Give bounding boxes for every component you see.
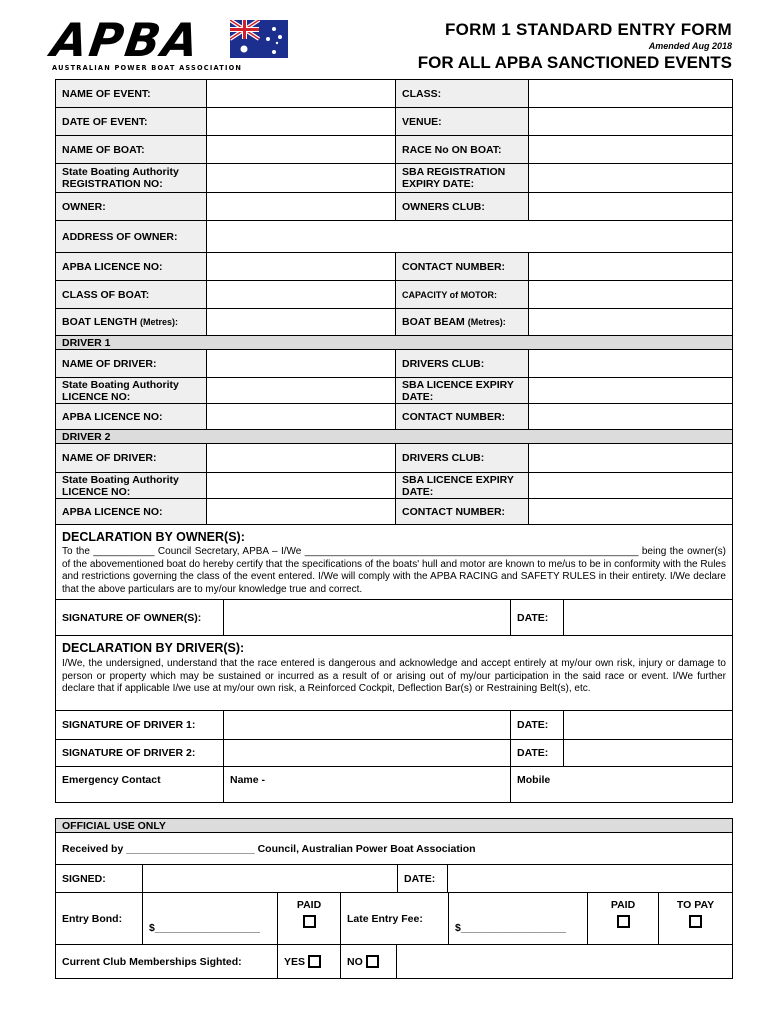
label-driver1-sba-expiry: SBA LICENCE EXPIRY DATE: (396, 378, 529, 403)
input-date-of-event[interactable] (207, 108, 396, 135)
form-row (56, 164, 732, 193)
boat-beam-label: BOAT BEAM (402, 316, 465, 328)
yes-label: YES (284, 955, 306, 968)
input-emergency-name[interactable] (224, 767, 511, 802)
input-sba-registration-no[interactable] (207, 164, 396, 192)
label-driver2-club: DRIVERS CLUB: (396, 444, 529, 472)
label-venue: VENUE: (396, 108, 529, 135)
form-row (56, 221, 732, 253)
to-pay-label: TO PAY (676, 899, 715, 911)
input-entry-bond[interactable] (143, 893, 278, 944)
label-driver1-club: DRIVERS CLUB: (396, 350, 529, 377)
form-row (56, 136, 732, 164)
logo-text: APBA (48, 13, 204, 67)
label-boat-length (56, 309, 207, 335)
input-boat-length[interactable] (207, 309, 396, 335)
boat-beam-unit: (Metres): (467, 317, 506, 327)
input-driver1-sba-licence[interactable] (207, 378, 396, 403)
amended-date: Amended Aug 2018 (648, 41, 732, 51)
input-signed[interactable] (143, 865, 398, 892)
late-paid-label: PAID (610, 899, 636, 911)
input-driver1-date[interactable] (564, 711, 732, 739)
input-driver2-date[interactable] (564, 740, 732, 766)
input-late-entry-fee[interactable] (449, 893, 588, 944)
input-sba-registration-expiry[interactable] (529, 164, 732, 192)
label-signature-driver2: SIGNATURE OF DRIVER 2: (56, 740, 224, 766)
form-row (56, 253, 732, 281)
late-fee-paid (588, 893, 659, 944)
driver-declaration-title: DECLARATION BY DRIVER(S): (62, 641, 245, 655)
no-label: NO (347, 955, 363, 968)
label-driver1-apba-licence: APBA LICENCE NO: (56, 404, 207, 429)
label-signature-of-owner: SIGNATURE OF OWNER(S): (56, 600, 224, 635)
input-name-of-event[interactable] (207, 80, 396, 107)
input-contact-number[interactable] (529, 253, 732, 280)
form-row (56, 193, 732, 221)
input-driver2-sba-expiry[interactable] (529, 473, 732, 498)
input-class-of-boat[interactable] (207, 281, 396, 308)
input-driver2-apba-licence[interactable] (207, 499, 396, 524)
paid-checkbox[interactable] (303, 915, 316, 928)
input-driver1-name[interactable] (207, 350, 396, 377)
form-row (56, 281, 732, 309)
label-driver2-sba-licence: State Boating Authority LICENCE NO: (56, 473, 207, 498)
label-name-of-event: NAME OF EVENT: (56, 80, 207, 107)
label-class: CLASS: (396, 80, 529, 107)
input-driver2-contact[interactable] (529, 499, 732, 524)
label-driver2-name: NAME OF DRIVER: (56, 444, 207, 472)
to-pay-checkbox[interactable] (689, 915, 702, 928)
form-row (56, 473, 732, 499)
input-name-of-boat[interactable] (207, 136, 396, 163)
label-sba-registration-expiry: SBA REGISTRATION EXPIRY DATE: (396, 164, 529, 192)
input-owner[interactable] (207, 193, 396, 220)
input-official-date[interactable] (448, 865, 732, 892)
input-emergency-mobile[interactable] (511, 767, 732, 802)
input-driver1-sba-expiry[interactable] (529, 378, 732, 403)
label-driver2-contact: CONTACT NUMBER: (396, 499, 529, 524)
label-driver1-date: DATE: (511, 711, 564, 739)
official-use-box (55, 818, 733, 979)
official-heading: OFFICIAL USE ONLY (56, 819, 732, 833)
late-fee-to-pay (659, 893, 732, 944)
memberships-yes (278, 945, 341, 978)
input-signature-driver1[interactable] (224, 711, 511, 739)
label-driver1-sba-licence: State Boating Authority LICENCE NO: (56, 378, 207, 403)
label-owners-club: OWNERS CLUB: (396, 193, 529, 220)
input-driver2-sba-licence[interactable] (207, 473, 396, 498)
input-race-no[interactable] (529, 136, 732, 163)
boat-length-unit: (Metres): (139, 317, 178, 327)
label-signature-driver1: SIGNATURE OF DRIVER 1: (56, 711, 224, 739)
input-driver2-club[interactable] (529, 444, 732, 472)
label-driver1-contact: CONTACT NUMBER: (396, 404, 529, 429)
memberships-notes[interactable] (397, 945, 732, 978)
boat-length-label: BOAT LENGTH (62, 316, 138, 328)
label-driver1-name: NAME OF DRIVER: (56, 350, 207, 377)
entry-bond-amount: $__________________ (149, 922, 260, 934)
form-row (56, 711, 732, 740)
label-capacity-of-motor: CAPACITY of MOTOR: (396, 281, 529, 308)
form-row (56, 833, 732, 865)
form-row (56, 108, 732, 136)
form-row (56, 378, 732, 404)
label-club-memberships: Current Club Memberships Sighted: (56, 945, 278, 978)
form-row (56, 309, 732, 336)
form-row (56, 767, 732, 802)
input-driver2-name[interactable] (207, 444, 396, 472)
no-checkbox[interactable] (366, 955, 379, 968)
label-official-date: DATE: (398, 865, 448, 892)
driver2-heading: DRIVER 2 (56, 430, 732, 444)
australian-flag-icon (230, 20, 288, 58)
late-fee-amount: $__________________ (455, 922, 566, 934)
label-name-of-boat: NAME OF BOAT: (56, 136, 207, 163)
input-signature-driver2[interactable] (224, 740, 511, 766)
input-driver1-club[interactable] (529, 350, 732, 377)
driver-declaration-text: I/We, the undersigned, understand that the race entered is dangerous and acknowledge and accept entirely at my/our own risk, injury or damage to person or property which may be sustained or incurred as a result of or arising out of my/our participation in the said race or event. I/We further declare that if applicable I/we use at my/our own risk, a Reinforced Cockpit, Deflection Bar(s) or Restraining Belt(s), etc. (62, 658, 726, 694)
form-row (56, 444, 732, 473)
input-venue[interactable] (529, 108, 732, 135)
form-row (56, 600, 732, 636)
input-signature-of-owner[interactable] (224, 600, 511, 635)
owner-declaration-title: DECLARATION BY OWNER(S): (62, 530, 245, 544)
form-row (56, 404, 732, 430)
label-sba-registration-no: State Boating Authority REGISTRATION NO: (56, 164, 207, 192)
label-driver2-date: DATE: (511, 740, 564, 766)
label-owner-date: DATE: (511, 600, 564, 635)
input-apba-licence-no[interactable] (207, 253, 396, 280)
label-emergency-contact: Emergency Contact (56, 767, 224, 802)
input-class[interactable] (529, 80, 732, 107)
label-contact-number: CONTACT NUMBER: (396, 253, 529, 280)
driver-declaration (56, 636, 732, 711)
form-row (56, 499, 732, 525)
label-entry-bond: Entry Bond: (56, 893, 143, 944)
label-race-no: RACE No ON BOAT: (396, 136, 529, 163)
apba-logo (48, 13, 302, 74)
label-apba-licence-no: APBA LICENCE NO: (56, 253, 207, 280)
owner-declaration (56, 525, 732, 600)
received-by-line[interactable]: Received by ______________________ Council, Australian Power Boat Association (62, 842, 476, 855)
late-paid-checkbox[interactable] (617, 915, 630, 928)
input-owners-club[interactable] (529, 193, 732, 220)
entry-form (55, 79, 733, 803)
label-owner: OWNER: (56, 193, 207, 220)
form-subtitle: FOR ALL APBA SANCTIONED EVENTS (417, 53, 732, 72)
input-driver1-apba-licence[interactable] (207, 404, 396, 429)
label-address-of-owner: ADDRESS OF OWNER: (56, 221, 207, 252)
input-driver1-contact[interactable] (529, 404, 732, 429)
input-address-of-owner[interactable] (207, 221, 732, 252)
yes-checkbox[interactable] (308, 955, 321, 968)
form-row (56, 740, 732, 767)
form-row (56, 893, 732, 945)
label-class-of-boat: CLASS OF BOAT: (56, 281, 207, 308)
driver1-heading: DRIVER 1 (56, 336, 732, 350)
form-title: FORM 1 STANDARD ENTRY FORM (444, 20, 732, 39)
form-row (56, 80, 732, 108)
form-row (56, 350, 732, 378)
owner-declaration-text: To the ___________ Council Secretary, APBA – I/We ____________________________________________________________ being the owner(s) of the abovementioned boat do hereby certify that the specifications of the boats' hull and motor are known to me/us to be in conformity with the Rules and restrictions governing the class of the event entered. I/We will comply with the APBA RACING and SAFETY RULES in their entirety. I/We declare that the above particulars are to my/our knowledge true and correct. (62, 546, 726, 595)
label-late-entry-fee: Late Entry Fee: (341, 893, 449, 944)
label-date-of-event: DATE OF EVENT: (56, 108, 207, 135)
entry-bond-paid (278, 893, 341, 944)
label-driver2-sba-expiry: SBA LICENCE EXPIRY DATE: (396, 473, 529, 498)
input-owner-date[interactable] (564, 600, 732, 635)
form-row (56, 945, 732, 978)
form-row (56, 865, 732, 893)
label-boat-beam (396, 309, 529, 335)
input-capacity-of-motor[interactable] (529, 281, 732, 308)
emergency-mobile-label: Mobile (517, 774, 551, 786)
label-driver2-apba-licence: APBA LICENCE NO: (56, 499, 207, 524)
memberships-no (341, 945, 397, 978)
logo-subtitle: AUSTRALIAN POWER BOAT ASSOCIATION (52, 64, 243, 72)
emergency-name-label: Name - (230, 774, 266, 786)
paid-label: PAID (296, 899, 322, 911)
input-boat-beam[interactable] (529, 309, 732, 335)
label-signed: SIGNED: (56, 865, 143, 892)
